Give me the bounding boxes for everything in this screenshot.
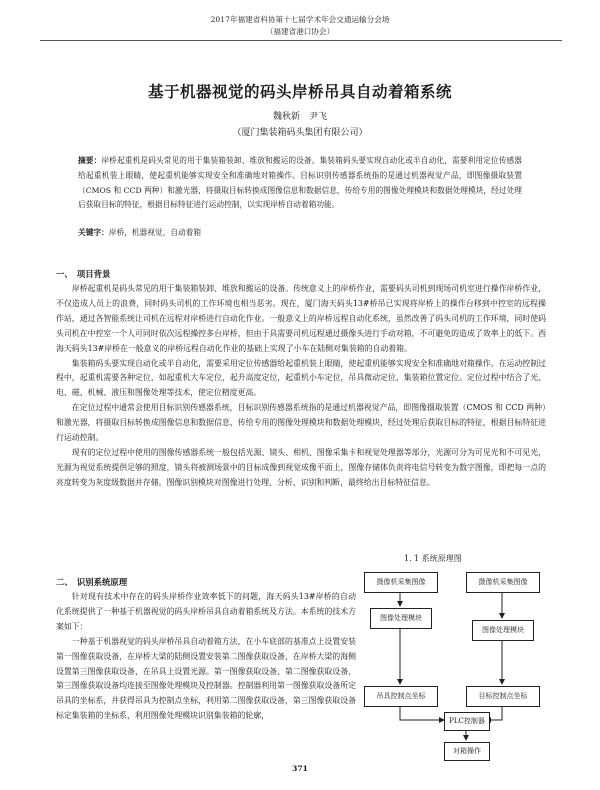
abstract-label: 摘要： <box>78 156 102 165</box>
section-2-paragraph: 针对现有技术中存在的码头岸桥作业效率低下的问题，海天码头13#岸桥的自动化系统提供了一种基于机器视觉的码头岸桥吊具自动着箱系统及方法。本系统的技术方案如下： <box>56 592 356 631</box>
system-principle-diagram <box>362 566 552 762</box>
section-1-paragraph: 集装箱码头要实现自动化或半自动化，需要采用定位传感器给起重机装上眼睛，使起重机能够实现安全和准确地对箱操作。在运动控制过程中，起重机需要各种定位，如起重机大车定位，起升高度定位，起重机小车定位，吊具微动定位，集装箱位置定位。定位过程中结合了光、电、磁、机械、液压和图像处理等技术，使定位精度更高。 <box>56 358 546 398</box>
conference-header-line2: （福建省港口协会） <box>265 27 335 36</box>
section-1-body <box>56 282 546 491</box>
section-2-body <box>56 590 356 724</box>
keywords-text: 岸桥，机器视觉，自动着箱 <box>108 228 202 237</box>
arrow-coord1-to-plc <box>400 706 444 720</box>
diagram-connectors <box>362 566 552 762</box>
paper-affiliation: （厦门集装箱码头集团有限公司） <box>232 128 368 138</box>
section-2-paragraph: 一种基于机器视觉的码头岸桥吊具自动着箱方法，在小车底部的基准点上设置安装第一图像获取设备，在岸桥大梁的陆侧设置安装第二图像获取设备，在岸桥大梁的海侧设置第三图像获取设备，在吊具上设置光源。第一图像获取设备、第二图像获取设备、第三图像获取设备均连接至图像处理模块及控制器。控制器利用第一图像获取设备所定吊具的坐标系，并获得吊具为控制点坐标，利用第二图像获取设备，第三图像获取设备标定集装箱的坐标系，利用图像处理模块识别集装箱的轮廓， <box>56 636 356 721</box>
box-image-processing-1: 图像处理模块 <box>370 608 432 629</box>
section-1-paragraph: 在定位过程中通常会使用目标识别传感器系统，目标识别传感器系统指的是通过机器视觉产品，即图像摄取装置（CMOS 和 CCD 两种）和激光器，将摄取目标转换成图像信息和数据信息，传给专用的图像处理模块和数据处理模块，经过处理后获取目标的特征，根据目标特征进行运动控制。 <box>56 403 546 443</box>
keywords-label: 关键字： <box>78 228 109 237</box>
box-image-processing-2: 图像处理模块 <box>472 620 534 641</box>
keywords <box>78 227 522 239</box>
section-1-heading: 一、 项目背景 <box>56 269 111 279</box>
figure-caption: 1. 1 系统原理图 <box>404 554 462 563</box>
section-1-paragraph: 岸桥起重机是码头常见的用于集装箱装卸、堆放和搬运的设备。传统意义上的岸桥作业，需要码头司机到现场司机室进行操作岸桥作业，不仅造成人员上的浪费，同时码头司机的工作环境也相当恶劣。现在，厦门海天码头13#桥吊已实现将岸桥上的操作台移到中控室的远程操作站，通过各智能系统让司机在远程对岸桥进行自动化作业。一般意义上的岸桥远程自动化系统，虽然改善了码头司机的工作环境，同时使码头司机在中控室一个人可同时依次远程操控多台岸桥，但由于具需要司机远程通过摄像头进行手动对箱，不可避免的造成了效率上的低下。西海天码头13#岸桥在一般意义的岸桥远程自动化作业的基础上实现了小车在陆侧对集装箱的自动着箱。 <box>56 284 546 353</box>
box-spreader-control-point: 吊具控制点坐标 <box>364 686 438 707</box>
abstract <box>78 154 522 213</box>
section-2-heading: 二、 识别系统原理 <box>56 577 128 587</box>
section-1-paragraph: 现有的定位过程中使用的图像传感器系统一般包括光源、镜头、相机、图像采集卡和视觉处理器等部分，光源可分为可见光和不可见光，光源为视觉系统提供足够的照度，镜头将被测场景中的目标成像到视觉成像平面上，图像存储体负责将电信号转变为数字图像，即把每一点的亮度转变为灰度级数据并存储。图像识别模块对图像进行处理、分析、识别和判断，最终给出目标特征信息。 <box>56 447 546 487</box>
header-rule <box>40 40 562 41</box>
box-camera-capture-2: 摄像机采集图像 <box>466 572 540 593</box>
paper-title: 基于机器视觉的码头岸桥吊具自动着箱系统 <box>147 82 452 101</box>
box-camera-capture-1: 摄像机采集图像 <box>364 572 438 593</box>
box-container-operation: 对箱操作 <box>444 742 490 761</box>
box-target-control-point: 目标控制点坐标 <box>466 686 540 707</box>
page-number: 371 <box>292 764 308 773</box>
conference-header-line1: 2017年福建省科协第十七届学术年会交通运输分会场 <box>210 15 390 24</box>
abstract-text: 岸桥起重机是码头常见的用于集装箱装卸、堆放和搬运的设备。集装箱码头要实现自动化或半自动化，需要利用定位传感器给起重机装上眼睛，使起重机能够实现安全和准确地对箱操作。目标识别传感器系统指的是通过机器视觉产品，即图像摄取装置（CMOS 和 CCD 两种）和激光器，将摄取目标转换成图像信息和数据信息，传给专用的图像处理模块和数据处理模块，经过处理后获取目标的特征，根据目标特征进行运动控制，以实现岸桥自动着箱功能。 <box>78 156 522 210</box>
paper-authors: 魏秋新 尹飞 <box>272 112 327 122</box>
box-plc-controller: PLC控制器 <box>444 712 490 731</box>
